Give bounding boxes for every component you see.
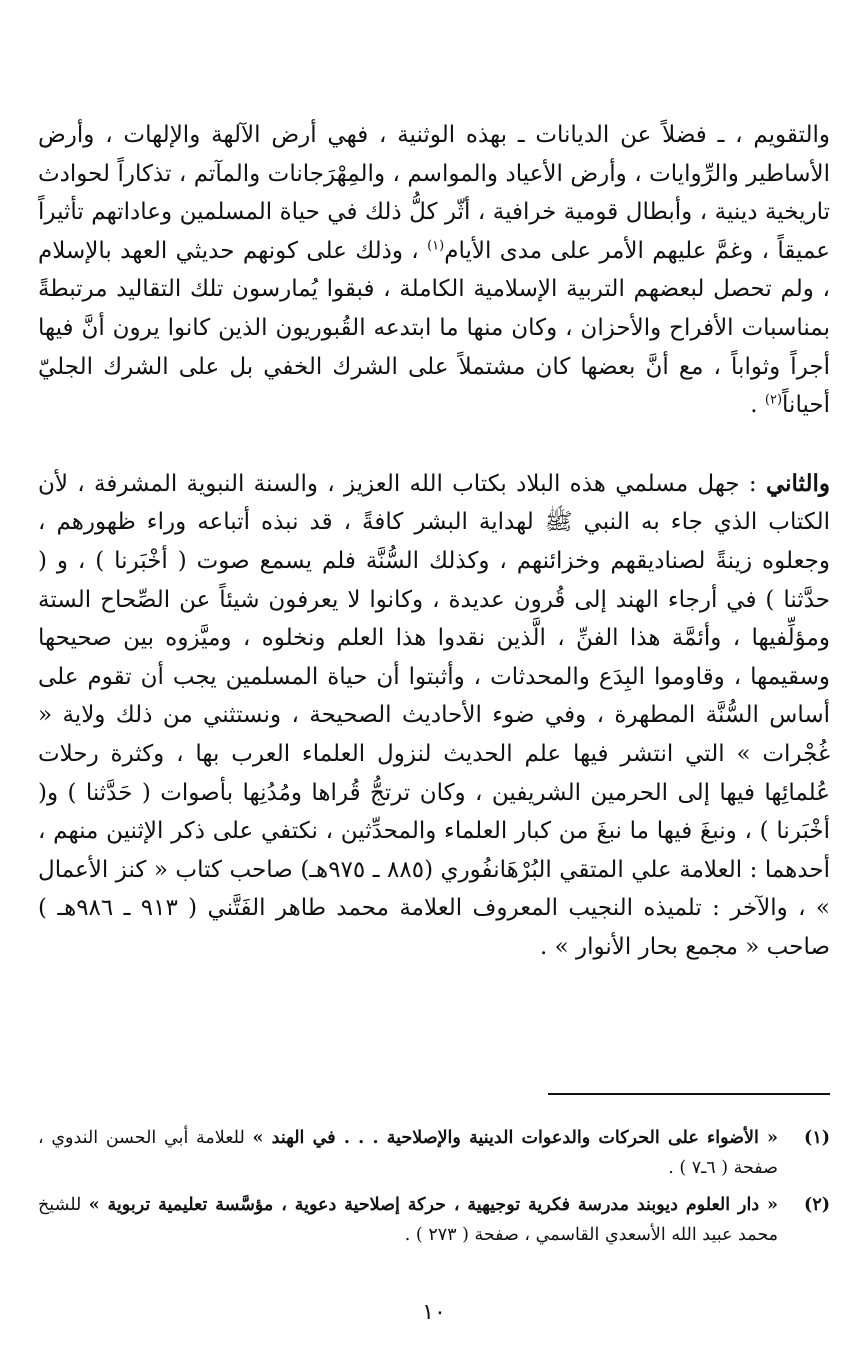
footnote-2-rest: للشيخ محمد عبيد الله الأسعدي القاسمي ، صفحة ( ٢٧٣ ) . xyxy=(38,1195,778,1245)
footnote-ref-1: (١) xyxy=(427,238,445,254)
paragraph-2-text: : جهل مسلمي هذه البلاد بكتاب الله العزيز ، والسنة النبوية المشرفة ، لأن الكتاب الذي جاء به النبي ﷺ لهداية البشر كافةً ، قد نبذه أتباعه وراء ظهورهم ، وجعلوه زينةً لصناديقهم وخزائنهم ، وكذلك السُّنَّة فلم يسمع صوت ( أخْبَرنا ) ، و ( حدَّثنا ) في أرجاء الهند إلى قُرون عديدة ، وكانوا لا يعرفون شيئاً عن الصِّحاح الستة ومؤلِّفيها ، وأئمَّة هذا الفنِّ ، الَّذين نقدوا هذا العلم ونخلوه ، وميَّزوه بين صحيحها وسقيمها ، وقاوموا البِدَع والمحدثات ، وأثبتوا أن حياة المسلمين يجب أن تقوم على أساس السُّنَّة المطهرة ، وفي ضوء الأحاديث الصحيحة ، ونستثني من ذلك ولاية « غُجْرات » التي انتشر فيها علم الحديث لنزول العلماء العرب بها ، وكثرة رحلات عُلمائِها فيها إلى الحرمين الشريفين ، وكان ترتجُّ قُراها ومُدُنِها بأصوات ( حَدَّثنا ) و( أخْبَرنا ) ، ونبغَ فيها ما نبغَ من كبار العلماء والمحدِّثين ، نكتفي على ذكر الإثنين منهم ، أحدهما : العلامة علي المتقي البُرْهَانفُوري (٨٨٥ ـ ٩٧٥هـ) صاحب كتاب « كنز الأعمال » ، والآخر : تلميذه النجيب المعروف العلامة محمد طاهر الفَتَّني ( ٩١٣ ـ ٩٨٦هـ ) صاحب « مجمع بحار الأنوار » . xyxy=(38,470,830,960)
footnote-2 xyxy=(38,1191,830,1250)
paragraph-1-text-3: . xyxy=(750,392,765,419)
footnote-1-number: (١) xyxy=(804,1128,830,1148)
footnote-2-number: (٢) xyxy=(804,1195,830,1216)
paragraph-1-text-2: ، وذلك على كونهم حديثي العهد بالإسلام ، ولم تحصل لبعضهم التربية الإسلامية الكاملة ، فبقوا يُمارسون تلك التقاليد مرتبطةً بمناسبات الأفراح والأحزان ، وكان منها ما ابتدعه القُبوريون الذين كانوا يرون أنَّ فيها أجراً وثواباً ، مع أنَّ بعضها كان مشتملاً على الشرك الخفي بل على الشرك الجليّ أحياناً xyxy=(38,237,830,419)
paragraph-2-lead: والثاني xyxy=(765,469,830,497)
footnote-2-title: « دار العلوم ديوبند مدرسة فكرية توجيهية ، حركة إصلاحية دعوية ، مؤسَّسة تعليمية تربوية » xyxy=(88,1195,778,1216)
footnote-separator xyxy=(548,1093,830,1095)
footnotes xyxy=(38,1124,830,1258)
footnote-1-body xyxy=(38,1124,778,1183)
footnote-1 xyxy=(38,1124,830,1183)
page-number: ١٠ xyxy=(422,1300,446,1325)
footnote-1-title: « الأضواء على الحركات والدعوات الدينية والإصلاحية . . . في الهند » xyxy=(252,1128,778,1148)
main-text xyxy=(38,116,830,966)
footnote-1-rest: للعلامة أبي الحسن الندوي ، صفحة ( ٦ـ٧ ) . xyxy=(38,1128,778,1178)
paragraph-2 xyxy=(38,465,830,967)
paragraph-1 xyxy=(38,116,830,425)
paragraph-1-text: والتقويم ، ـ فضلاً عن الديانات ـ بهذه الوثنية ، فهي أرض الآلهة والإلهات ، وأرض الأساطير والرِّوايات ، وأرض الأعياد والمواسم ، والمِهْرَجانات والمآتم ، تذكاراً لحوادث تاريخية دينية ، وأبطال قومية خرافية ، أثّر كلُّ ذلك في حياة المسلمين وعاداتهم تأثيراً عميقاً ، وغمَّ عليهم الأمر على مدى الأيام xyxy=(38,122,830,264)
footnote-ref-2: (٢) xyxy=(764,392,783,408)
footnote-2-body xyxy=(38,1191,778,1250)
